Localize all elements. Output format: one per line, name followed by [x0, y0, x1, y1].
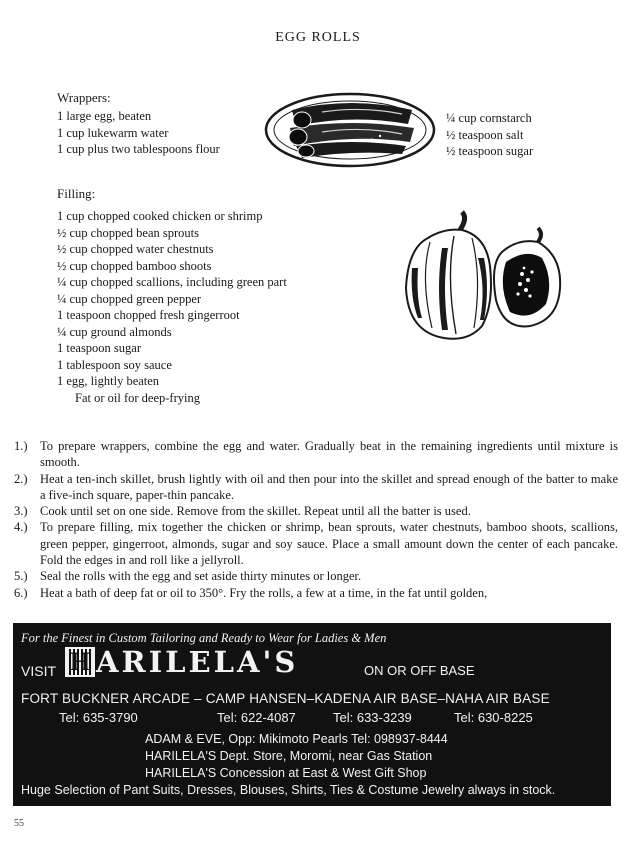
step: [14, 568, 618, 584]
ad-tagline: For the Finest in Custom Tailoring and Ready to Wear for Ladies & Men: [21, 631, 387, 645]
step: [14, 585, 618, 601]
step-text: Seal the rolls with the egg and set aside thirty minutes or longer.: [40, 569, 362, 584]
ad-phone: Tel: 630-8225: [454, 710, 533, 725]
ingredient: ¼ cup chopped green pepper: [57, 291, 202, 306]
ingredient: ½ cup chopped bean sprouts: [57, 225, 199, 240]
step-text: Cook until set on one side. Remove from the skillet. Repeat until all the batter is used.: [40, 504, 471, 519]
ad-branch: HARILELA'S Dept. Store, Moromi, near Gas Station: [145, 749, 433, 763]
ingredient: 1 tablespoon soy sauce: [57, 357, 172, 372]
ingredient: ¼ cup cornstarch: [446, 111, 532, 125]
ingredient: ½ teaspoon salt: [446, 127, 524, 142]
ingredient: 1 egg, lightly beaten: [57, 374, 160, 388]
step-number: 2.): [14, 471, 28, 486]
ingredient: Fat or oil for deep-frying: [75, 390, 200, 405]
ad-branch: ADAM & EVE, Opp: Mikimoto Pearls Tel: 098937-8444: [145, 732, 448, 746]
ingredient: 1 teaspoon chopped fresh gingerroot: [57, 308, 240, 322]
step-number: 4.): [14, 520, 28, 535]
ingredient: ½ teaspoon sugar: [446, 144, 534, 158]
ad-phone: Tel: 622-4087: [217, 710, 296, 725]
ingredient: 1 large egg, beaten: [57, 109, 152, 123]
ingredient: ¼ cup ground almonds: [57, 324, 172, 339]
ingredient: 1 teaspoon sugar: [57, 341, 142, 355]
ad-bottom-line: Huge Selection of Pant Suits, Dresses, Blouses, Shirts, Ties & Costume Jewelry always in stock.: [21, 783, 556, 797]
ad-base-label: ON OR OFF BASE: [364, 663, 475, 678]
ingredient: 1 cup chopped cooked chicken or shrimp: [57, 209, 263, 223]
ad-phone: Tel: 633-3239: [333, 710, 412, 725]
step-number: 5.): [14, 569, 28, 584]
ingredient: 1 cup lukewarm water: [57, 125, 169, 140]
peppers-illustration: [398, 208, 566, 348]
ad-phone: Tel: 635-3790: [59, 710, 138, 725]
ingredient: ¼ cup chopped scallions, including green part: [57, 275, 287, 289]
ad-branch: HARILELA'S Concession at East & West Gift Shop: [145, 766, 427, 780]
ingredient: ½ cup chopped water chestnuts: [57, 242, 214, 256]
step-text: Heat a bath of deep fat or oil to 350°. Fry the rolls, a few at a time, in the fat until golden,: [40, 585, 488, 600]
step: [14, 503, 618, 519]
wrappers-list-right: [446, 110, 533, 160]
harilelas-logo: [65, 647, 298, 677]
step: [14, 519, 618, 568]
step-text: To prepare wrappers, combine the egg and water. Gradually beat in the remaining ingredients until mixture is smooth.: [40, 439, 618, 470]
ingredient: ½ cup chopped bamboo shoots: [57, 258, 212, 273]
filling-heading: Filling:: [57, 186, 96, 201]
ingredient: 1 cup plus two tablespoons flour: [57, 142, 220, 156]
egg-rolls-plate-illustration: [262, 88, 440, 170]
step: [14, 438, 618, 471]
ad-visit-label: VISIT: [21, 663, 57, 679]
instructions: [14, 438, 618, 601]
page-title: EGG ROLLS: [275, 30, 361, 45]
logo-h-mark: H: [65, 647, 95, 677]
filling-list: [57, 208, 287, 406]
page-number: 55: [14, 818, 24, 829]
step-number: 6.): [14, 585, 28, 600]
ad-locations: FORT BUCKNER ARCADE – CAMP HANSEN–KADENA AIR BASE–NAHA AIR BASE: [21, 691, 550, 706]
step: [14, 471, 618, 504]
step-text: Heat a ten-inch skillet, brush lightly with oil and then pour into the skillet and spread enough of the batter to make a five-inch square, paper-thin pancake.: [40, 471, 618, 502]
harilelas-advertisement: [13, 623, 611, 806]
wrappers-list: [57, 108, 220, 158]
wrappers-heading: Wrappers:: [57, 90, 111, 105]
step-number: 3.): [14, 504, 28, 519]
logo-text: ARILELA'S: [96, 645, 299, 679]
step-number: 1.): [14, 439, 28, 453]
step-text: To prepare filling, mix together the chicken or shrimp, bean sprouts, water chestnuts, bamboo shoots, scallions, green pepper, gingerroot, almonds, sugar and soy sauce. Place a small amount down the center of each pancake. Fold the edges in and roll like a jellyroll.: [40, 520, 618, 568]
